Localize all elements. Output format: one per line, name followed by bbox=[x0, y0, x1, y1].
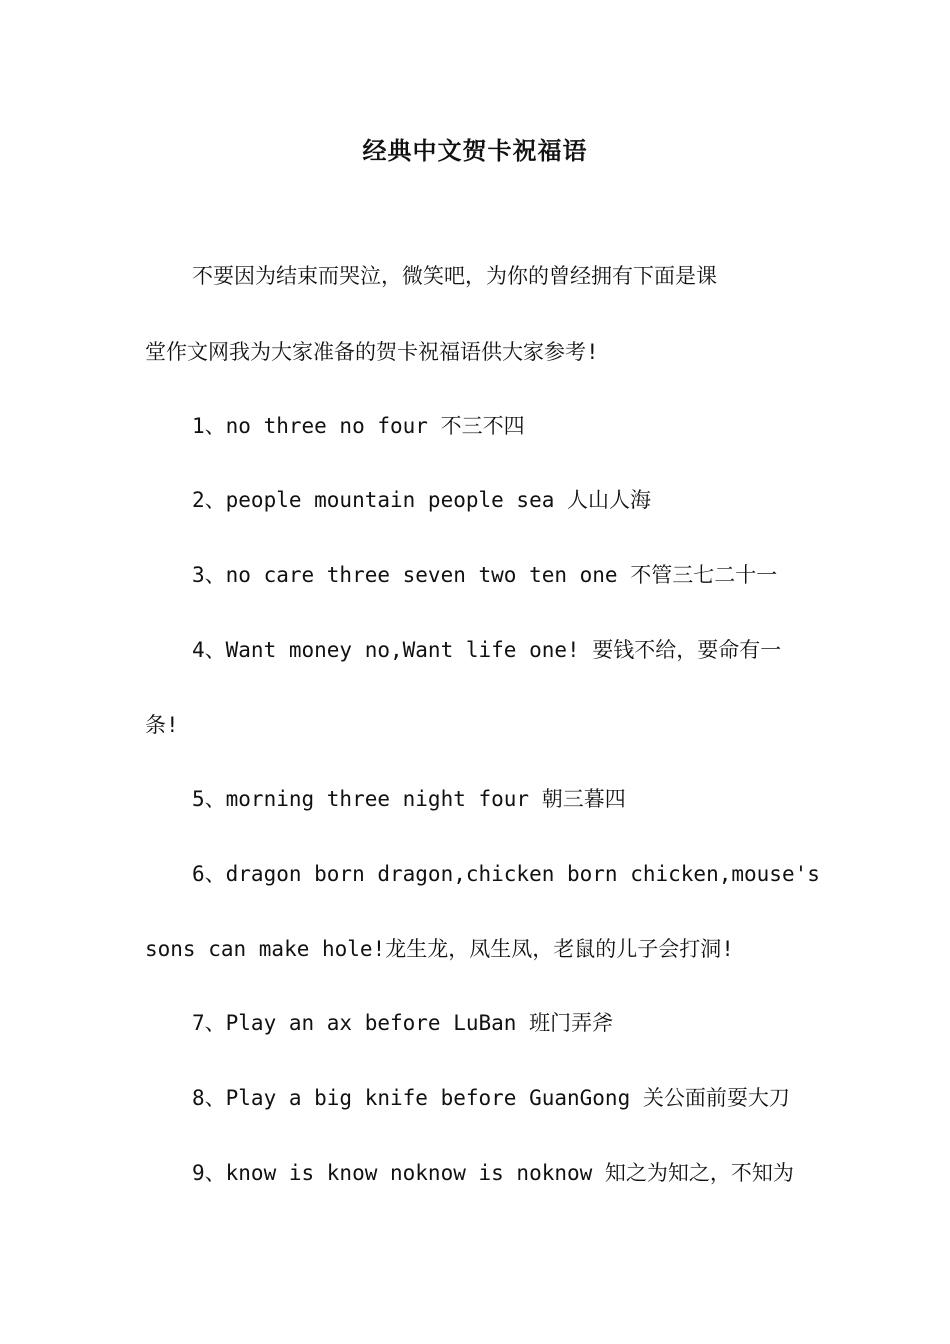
list-item: 8、Play a big knife before GuanGong 关公面前耍大刀 bbox=[192, 1086, 790, 1110]
paragraph-line: 不要因为结束而哭泣，微笑吧，为你的曾经拥有下面是课 bbox=[192, 264, 717, 288]
list-item: 2、people mountain people sea 人山人海 bbox=[192, 488, 652, 512]
list-item-continuation: sons can make hole!龙生龙，凤生凤，老鼠的儿子会打洞! bbox=[145, 937, 734, 961]
document-title: 经典中文贺卡祝福语 bbox=[362, 136, 588, 165]
list-item-continuation: 条! bbox=[145, 713, 179, 737]
paragraph-line: 堂作文网我为大家准备的贺卡祝福语供大家参考! bbox=[145, 340, 599, 364]
list-item: 1、no three no four 不三不四 bbox=[192, 414, 525, 438]
list-item: 5、morning three night four 朝三暮四 bbox=[192, 787, 626, 811]
list-item: 9、know is know noknow is noknow 知之为知之，不知为 bbox=[192, 1161, 794, 1185]
list-item: 7、Play an ax before LuBan 班门弄斧 bbox=[192, 1011, 614, 1035]
list-item: 3、no care three seven two ten one 不管三七二十一 bbox=[192, 563, 778, 587]
list-item: 4、Want money no,Want life one! 要钱不给，要命有一 bbox=[192, 638, 782, 662]
list-item: 6、dragon born dragon,chicken born chicken,mouse's bbox=[192, 862, 820, 886]
